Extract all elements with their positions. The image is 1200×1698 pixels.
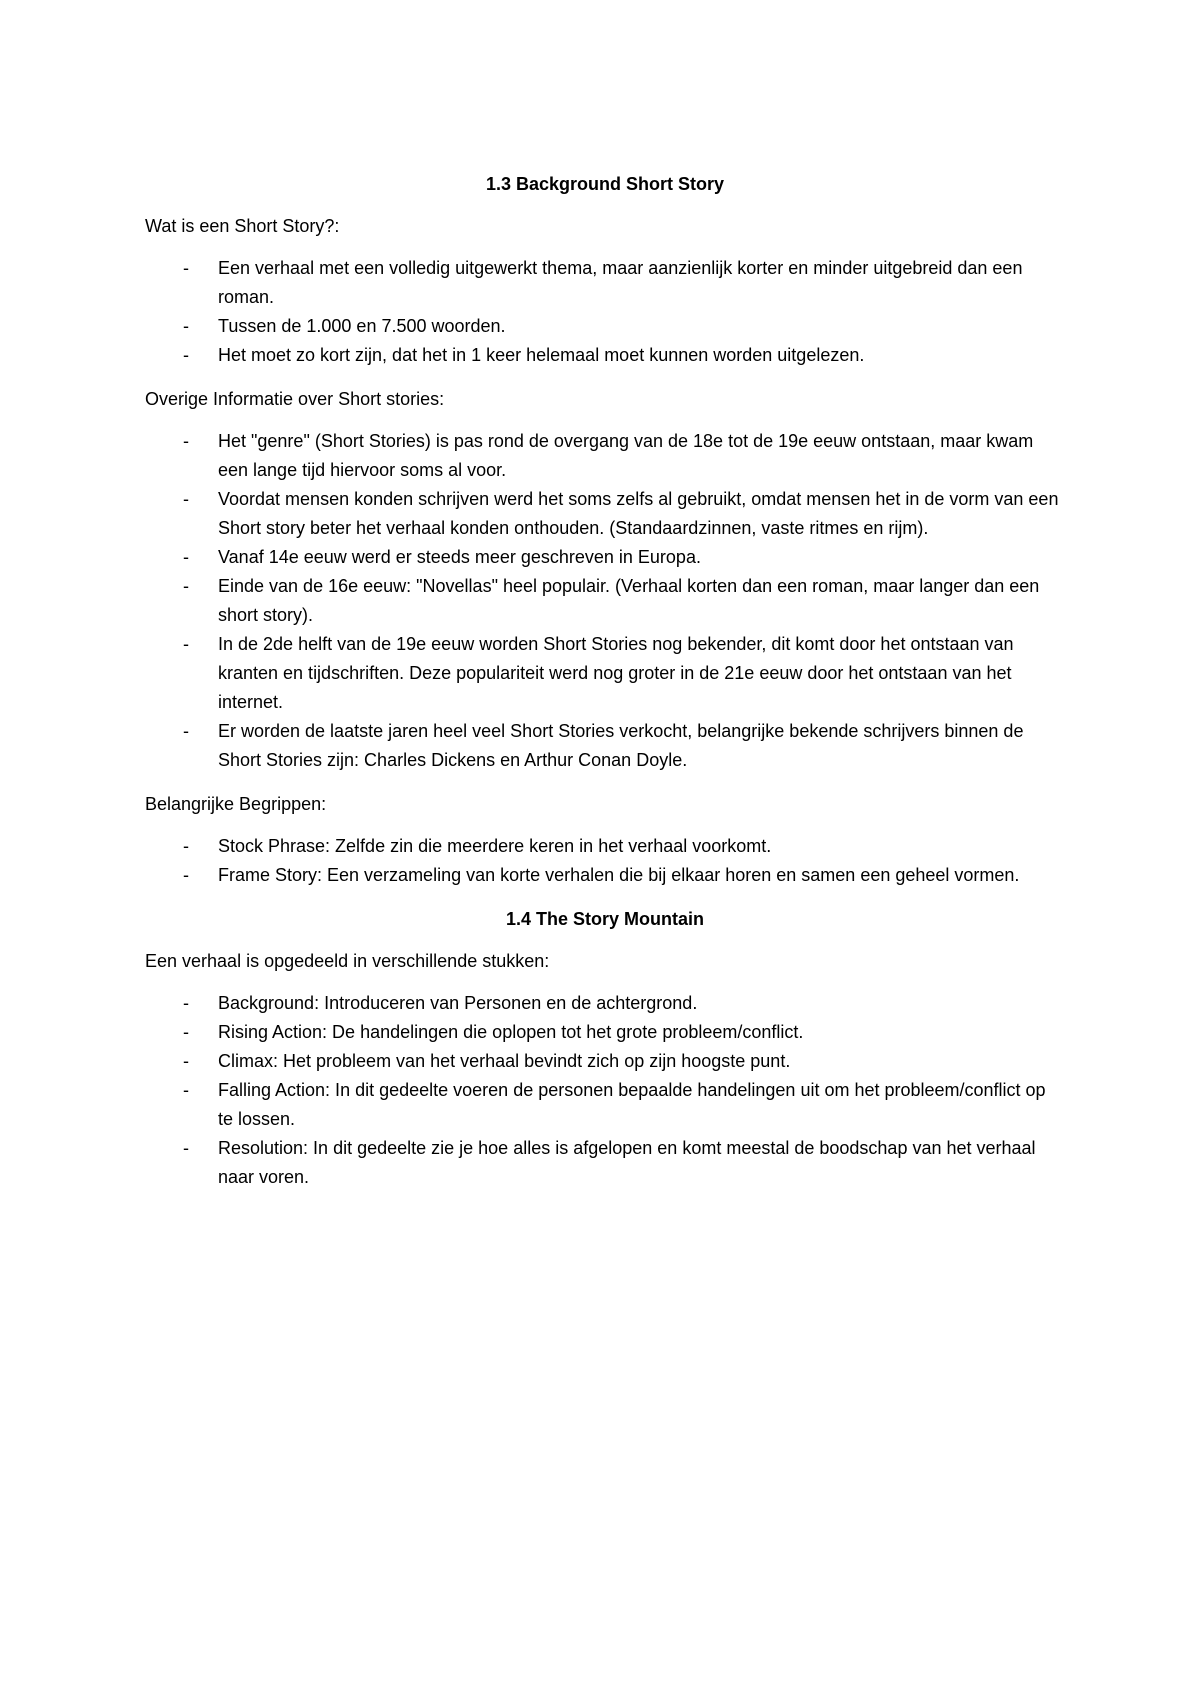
list-item: - In de 2de helft van de 19e eeuw worden Short Stories nog bekender, dit komt door het ontstaan van kranten en tijdschriften. Deze populariteit werd nog groter in de 21e eeuw door het ontstaan van het internet. <box>145 630 1065 717</box>
bullet-dash: - <box>183 345 189 365</box>
document-page <box>145 170 1065 1192</box>
section-heading: 1.4 The Story Mountain <box>505 909 705 929</box>
paragraph-intro: Een verhaal is opgedeeld in verschillende stukken: <box>145 951 550 971</box>
paragraph-intro: Wat is een Short Story?: <box>145 216 340 236</box>
bullet-dash: - <box>183 316 189 336</box>
bullet-dash: - <box>183 576 189 596</box>
bullet-dash: - <box>183 836 189 856</box>
list-item: - Climax: Het probleem van het verhaal bevindt zich op zijn hoogste punt. <box>145 1047 1065 1076</box>
bullet-dash: - <box>183 721 189 741</box>
bullet-list <box>145 832 1065 890</box>
list-item: - Background: Introduceren van Personen en de achtergrond. <box>145 989 1065 1018</box>
list-item: - Einde van de 16e eeuw: "Novellas" heel populair. (Verhaal korten dan een roman, maar langer dan een short story). <box>145 572 1065 630</box>
bullet-dash: - <box>183 547 189 567</box>
list-item: - Het moet zo kort zijn, dat het in 1 keer helemaal moet kunnen worden uitgelezen. <box>145 341 1065 370</box>
paragraph-intro: Belangrijke Begrippen: <box>145 794 327 814</box>
list-item: - Voordat mensen konden schrijven werd het soms zelfs al gebruikt, omdat mensen het in de vorm van een Short story beter het verhaal konden onthouden. (Standaardzinnen, vaste ritmes en rijm). <box>145 485 1065 543</box>
list-item: - Stock Phrase: Zelfde zin die meerdere keren in het verhaal voorkomt. <box>145 832 1065 861</box>
list-item: - Falling Action: In dit gedeelte voeren de personen bepaalde handelingen uit om het probleem/conflict op te lossen. <box>145 1076 1065 1134</box>
bullet-dash: - <box>183 1022 189 1042</box>
list-item: - Er worden de laatste jaren heel veel Short Stories verkocht, belangrijke bekende schrijvers binnen de Short Stories zijn: Charles Dickens en Arthur Conan Doyle. <box>145 717 1065 775</box>
list-item: - Rising Action: De handelingen die oplopen tot het grote probleem/conflict. <box>145 1018 1065 1047</box>
list-item: - Resolution: In dit gedeelte zie je hoe alles is afgelopen en komt meestal de boodschap van het verhaal naar voren. <box>145 1134 1065 1192</box>
section-heading: 1.3 Background Short Story <box>485 174 725 194</box>
bullet-dash: - <box>183 993 189 1013</box>
list-item: - Frame Story: Een verzameling van korte verhalen die bij elkaar horen en samen een geheel vormen. <box>145 861 1065 890</box>
bullet-dash: - <box>183 865 189 885</box>
paragraph-intro: Overige Informatie over Short stories: <box>145 389 445 409</box>
bullet-dash: - <box>183 258 189 278</box>
bullet-dash: - <box>183 1080 189 1100</box>
list-item: - Het "genre" (Short Stories) is pas rond de overgang van de 18e tot de 19e eeuw ontstaan, maar kwam een lange tijd hiervoor soms al voor. <box>145 427 1065 485</box>
bullet-dash: - <box>183 489 189 509</box>
bullet-list <box>145 254 1065 370</box>
list-item: - Tussen de 1.000 en 7.500 woorden. <box>145 312 1065 341</box>
bullet-list <box>145 989 1065 1192</box>
list-item: - Vanaf 14e eeuw werd er steeds meer geschreven in Europa. <box>145 543 1065 572</box>
bullet-dash: - <box>183 634 189 654</box>
bullet-dash: - <box>183 431 189 451</box>
bullet-list <box>145 427 1065 775</box>
list-item: - Een verhaal met een volledig uitgewerkt thema, maar aanzienlijk korter en minder uitgebreid dan een roman. <box>145 254 1065 312</box>
bullet-dash: - <box>183 1138 189 1158</box>
bullet-dash: - <box>183 1051 189 1071</box>
